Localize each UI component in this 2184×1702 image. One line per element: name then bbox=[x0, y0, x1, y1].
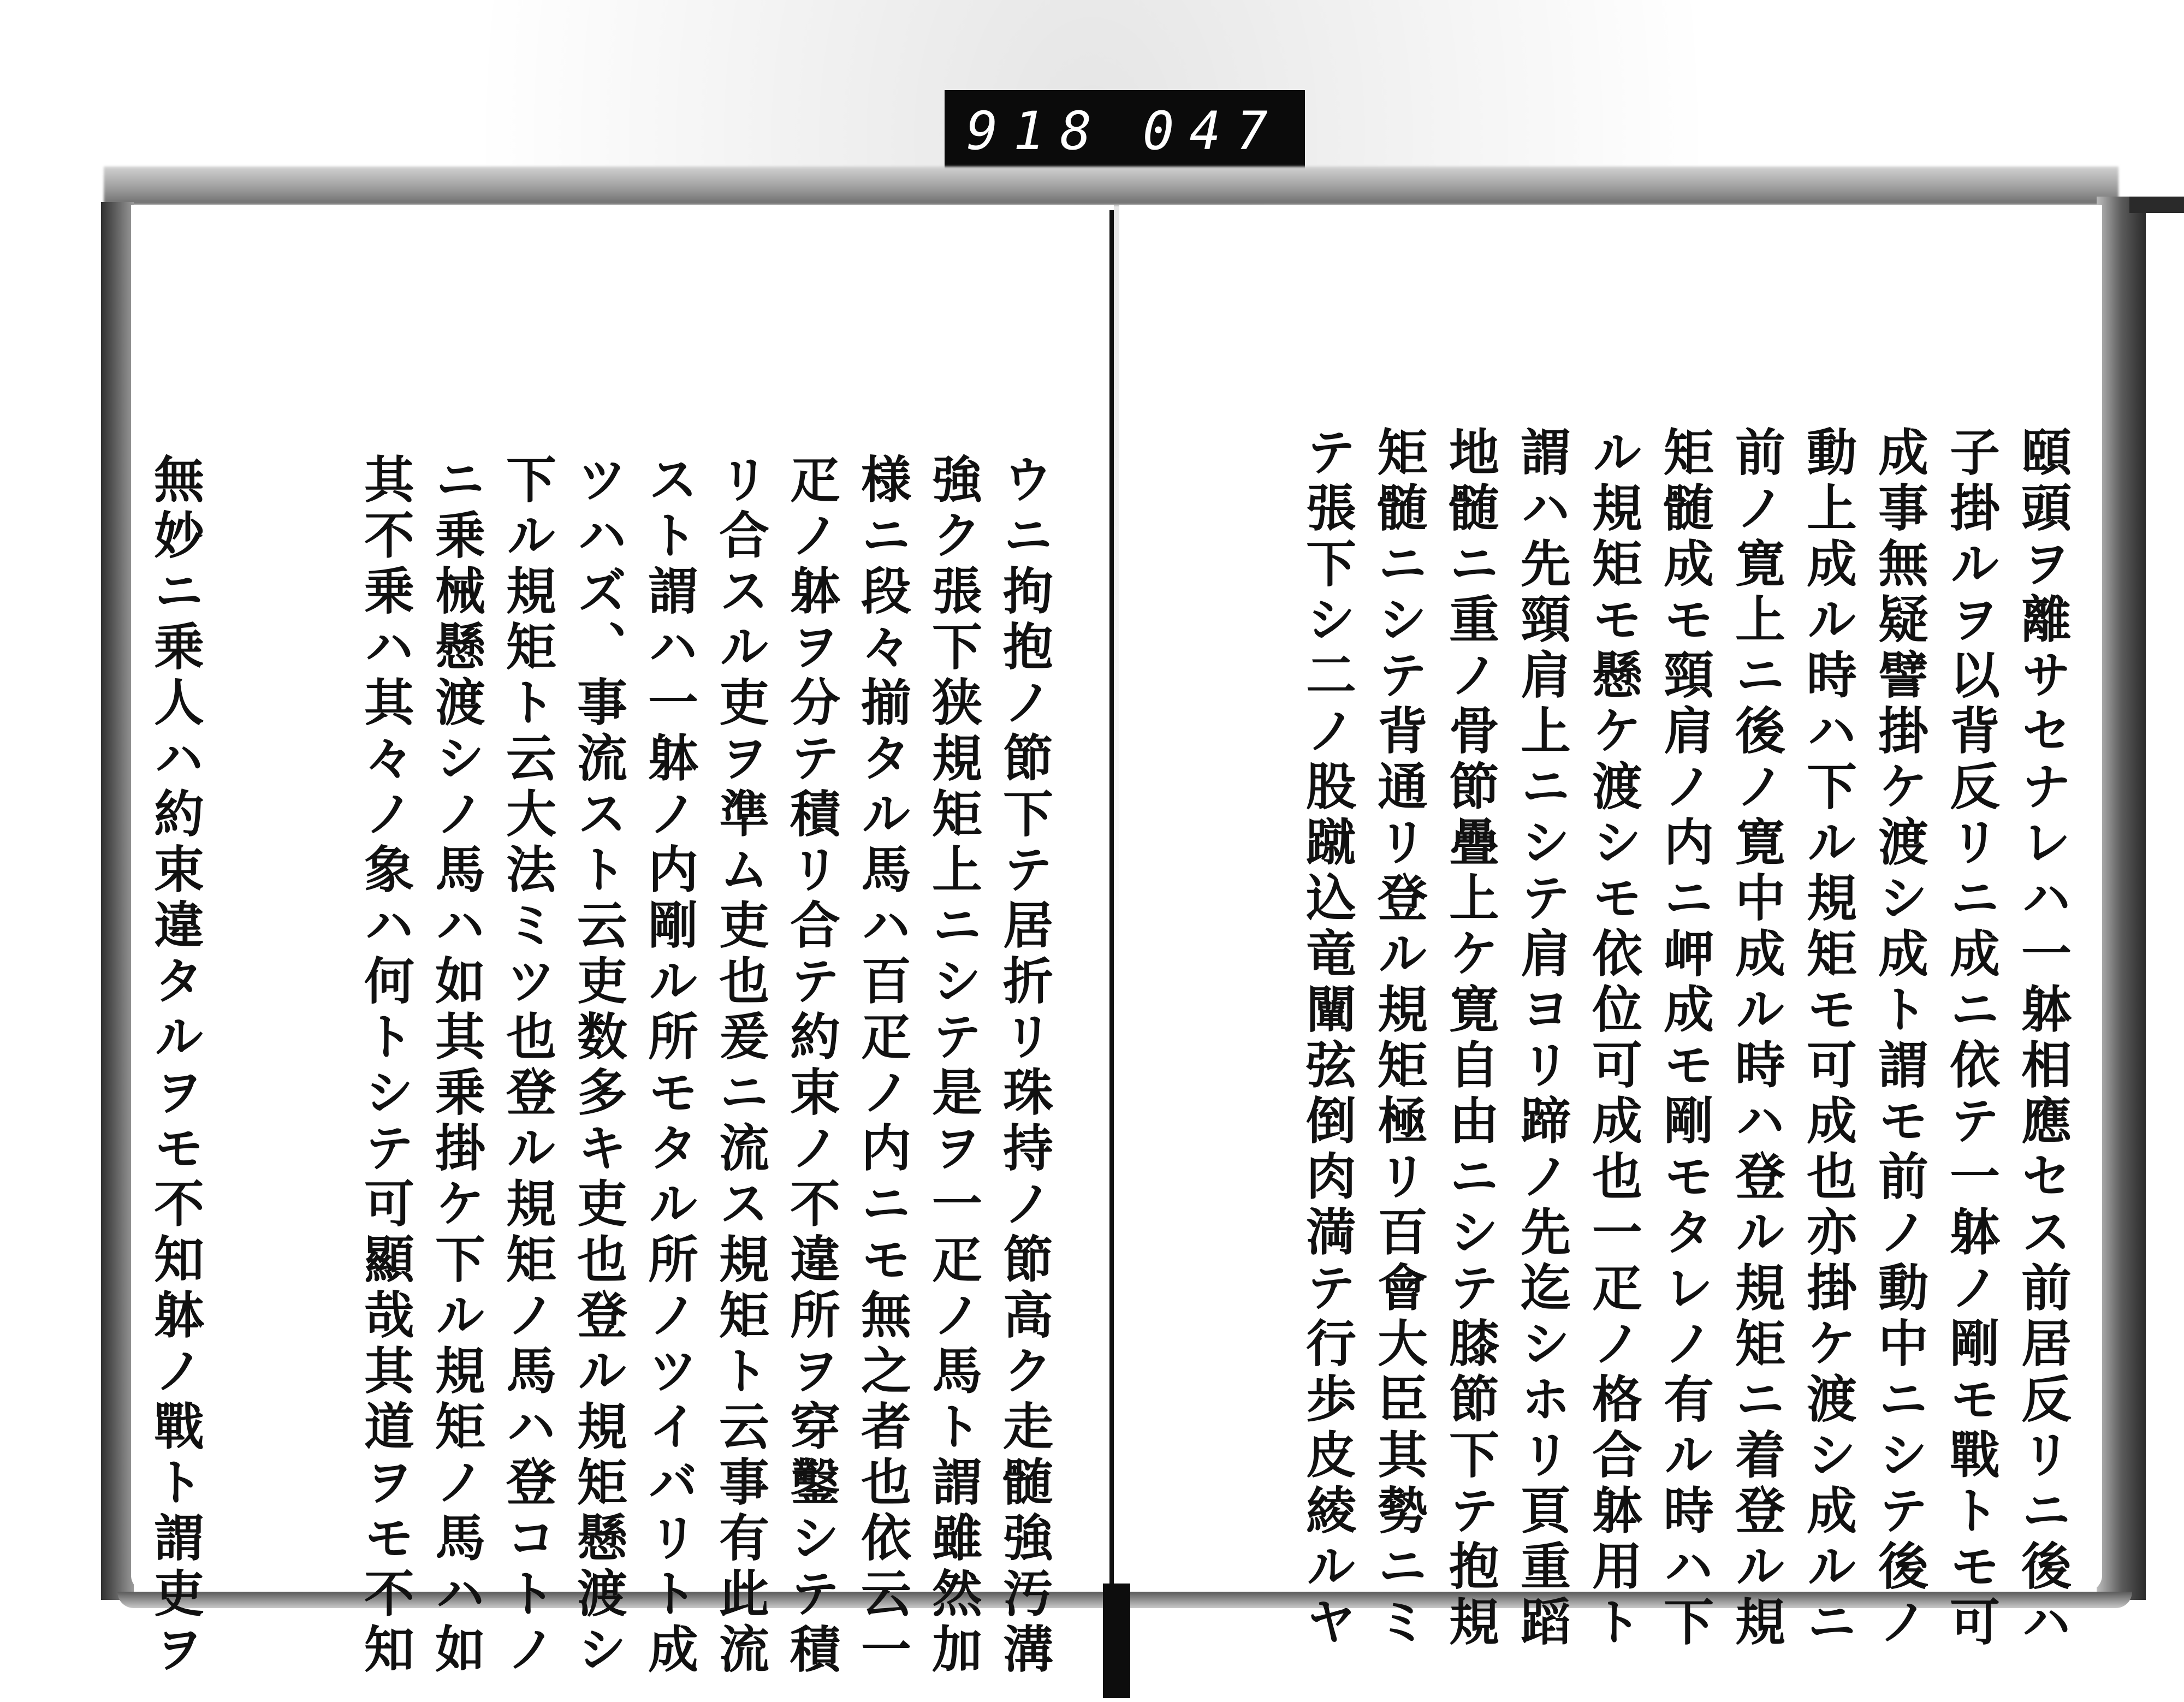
left-page-column-9: ニ乗械懸渡シノ馬ハ如其乗掛ケ下ル規矩ノ馬ハ如 bbox=[427, 453, 486, 1679]
right-page-column-10: 矩髄ニシテ背通リ登ル規矩極リ百會大臣其勢ニミ bbox=[1369, 426, 1428, 1651]
right-page-column-7: ル規矩モ懸ケ渡シモ依位可成也一疋ノ格合躰用ト bbox=[1584, 426, 1643, 1651]
reel-number: 918 bbox=[966, 100, 1107, 162]
right-page-column-2: 子掛ルヲ以背反リニ成ニ依テ一躰ノ剛モ戰トモ可 bbox=[1942, 426, 2001, 1651]
right-page-column-1: 頤頭ヲ離サセナレハ一躰相應セス前居反リニ後ハ bbox=[2013, 426, 2072, 1651]
right-page-column-9: 地髄ニ重ノ骨節疊上ケ寛自由ニシテ膝節下テ抱規 bbox=[1441, 426, 1500, 1651]
right-page-column-5: 前ノ寛上ニ後ノ寛中成ル時ハ登ル規矩ニ着登ル規 bbox=[1727, 426, 1786, 1651]
book-right-edge-top bbox=[2129, 197, 2184, 213]
right-page-column-8: 謂ハ先頸肩上ニシテ肩ヨリ蹄ノ先迄シホリ頁重蹈 bbox=[1512, 426, 1571, 1651]
left-page-column-7: ツハズ、事流スト云吏数多キ吏也登ル規矩懸渡シ bbox=[569, 453, 628, 1679]
book-left-edge bbox=[101, 202, 134, 1600]
left-page-column-6: スト謂ハ一躰ノ内剛ル所モタル所ノツイバリト成 bbox=[640, 453, 699, 1679]
book-right-edge bbox=[2097, 197, 2146, 1600]
left-page-column-3: 様ニ段々揃タル馬ハ百疋ノ内ニモ無之者也依云一 bbox=[853, 453, 912, 1679]
right-page-column-6: 矩髄成モ頸肩ノ内ニ岬成モ剛モタレノ有ル時ハ下 bbox=[1655, 426, 1714, 1651]
left-page-column-2: 強ク張下狭規矩上ニシテ是ヲ一疋ノ馬ト謂雖然加 bbox=[924, 453, 983, 1679]
right-page-column-4: 動上成ル時ハ下ル規矩モ可成也亦掛ケ渡シ成ルニ bbox=[1799, 426, 1857, 1651]
right-page-column-11: テ張下シ二ノ股蹴込竜闡弦倒肉満テ行歩皮綾ルヤ bbox=[1298, 426, 1357, 1651]
left-page-column-10: 其不乗ハ其々ノ象ハ何トシテ可顯哉其道ヲモ不知 bbox=[356, 453, 415, 1679]
right-page-column-3: 成事無疑譬掛ケ渡シ成ト謂モ前ノ動中ニシテ後ノ bbox=[1870, 426, 1929, 1651]
left-page-column-5: リ合スル吏ヲ準ム吏也爰ニ流ス規矩ト云事有此流 bbox=[711, 453, 770, 1679]
left-page-column-1: ウニ拘抱ノ節下テ居折リ珠持ノ節高ク走髄強汚溝 bbox=[995, 453, 1054, 1679]
frame-number: 047 bbox=[1142, 100, 1283, 162]
book-gutter bbox=[1109, 210, 1114, 1586]
gutter-tab bbox=[1103, 1584, 1130, 1698]
left-page-column-11: 無妙ニ乗人ハ約束違タルヲモ不知躰ノ戰ト謂吏ヲ bbox=[146, 453, 205, 1679]
left-page-column-8: 下ル規矩ト云大法ミツ也登ル規矩ノ馬ハ登コトノ bbox=[498, 453, 557, 1679]
left-page-column-4: 疋ノ躰ヲ分テ積リ合テ約束ノ不違所ヲ穿鑿シテ積 bbox=[782, 453, 841, 1679]
microfilm-frame-label bbox=[945, 90, 1305, 172]
book-top-shadow bbox=[104, 167, 2118, 205]
